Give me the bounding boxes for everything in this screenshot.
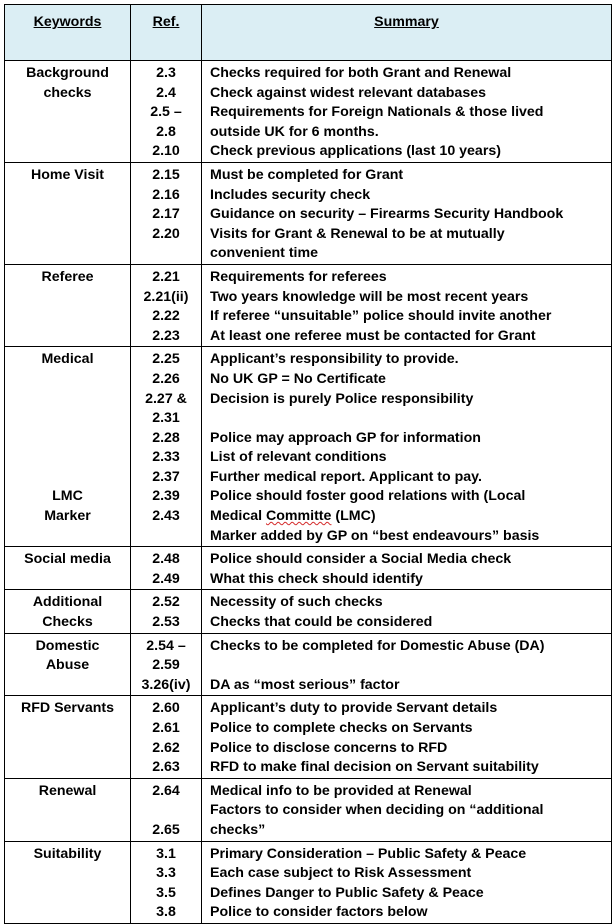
summary-cell: [202, 264, 612, 346]
table-row: [5, 590, 612, 633]
summary-line: List of relevant conditions: [210, 449, 387, 466]
summary-cell: [202, 633, 612, 696]
summary-line: Checks required for both Grant and Renewal: [210, 65, 512, 81]
ref-line: 2.16: [152, 186, 180, 203]
table-row: [5, 841, 612, 923]
ref-line: 2.25: [152, 351, 180, 368]
keyword-line: [5, 186, 130, 206]
ref-line: 2.27 &: [145, 390, 187, 407]
ref-line: 2.61: [152, 720, 180, 736]
ref-line: 2.54 –: [146, 637, 186, 654]
summary-line: At least one referee must be contacted for Grant: [210, 327, 536, 344]
summary-line: Police should consider a Social Media check: [210, 551, 512, 568]
summary-cell: [202, 841, 612, 923]
keyword-cell: [5, 162, 131, 264]
summary-line: Marker added by GP on “best endeavours” basis: [210, 527, 540, 544]
keyword-line: [5, 864, 130, 884]
ref-line: 3.1: [156, 845, 176, 862]
ref-cell: [131, 633, 202, 696]
summary-line: Must be completed for Grant: [210, 166, 404, 183]
ref-line: 2.39: [152, 488, 180, 505]
ref-line: 2.3: [156, 65, 176, 81]
table-row: [5, 264, 612, 346]
keyword-line: Home Visit: [30, 166, 105, 183]
ref-line: 2.60: [152, 700, 180, 717]
ref-cell: [131, 696, 202, 778]
keyword-line: [5, 758, 130, 778]
ref-line: 2.63: [152, 759, 180, 776]
summary-line: Check previous applications (last 10 years): [210, 143, 501, 160]
ref-line: 2.52: [152, 594, 180, 611]
keyword-line: [5, 903, 130, 923]
keyword-line: [5, 448, 130, 468]
summary-cell: [202, 590, 612, 633]
keyword-cell: [5, 61, 131, 163]
keyword-cell: [5, 547, 131, 590]
summary-line: Police should foster good relations with (Local: [210, 488, 526, 505]
ref-line: 2.65: [152, 821, 180, 838]
summary-line: Includes security check: [210, 186, 371, 203]
ref-line: 2.62: [152, 739, 180, 756]
ref-line: [131, 244, 201, 264]
summary-line: DA as “most serious” factor: [210, 676, 400, 693]
ref-cell: [131, 264, 202, 346]
keyword-line: [5, 370, 130, 390]
summary-line: Visits for Grant & Renewal to be at mutually: [210, 225, 505, 242]
summary-line: Checks that could be considered: [210, 614, 433, 631]
keyword-cell: [5, 347, 131, 547]
keyword-line: Referee: [41, 268, 94, 285]
ref-line: [131, 801, 201, 821]
summary-line: Requirements for referees: [210, 268, 387, 285]
keyword-line: Marker: [44, 508, 91, 525]
keyword-line: [5, 327, 130, 347]
summary-line: Further medical report. Applicant to pay.: [210, 468, 482, 485]
summary-line: Checks to be completed for Domestic Abuse (DA): [210, 637, 545, 654]
summary-line: Applicant’s responsibility to provide.: [210, 351, 459, 368]
keyword-line: [5, 821, 130, 841]
ref-line: 2.15: [152, 166, 180, 183]
keyword-line: Renewal: [38, 782, 97, 799]
summary-line: checks”: [210, 821, 266, 838]
ref-line: 2.37: [152, 468, 180, 485]
ref-cell: [131, 61, 202, 163]
keyword-line: Abuse: [45, 657, 90, 674]
summary-line: [210, 656, 611, 676]
table-row: [5, 696, 612, 778]
ref-line: 2.21(ii): [143, 288, 189, 305]
summary-line: Police to disclose concerns to RFD: [210, 739, 448, 756]
keyword-line: [5, 527, 130, 547]
ref-line: 2.5 –: [150, 104, 182, 121]
ref-line: 2.22: [152, 308, 180, 325]
table-row: [5, 347, 612, 547]
summary-line: What this check should identify: [210, 570, 423, 587]
ref-line: 3.3: [156, 865, 176, 882]
keyword-line: RFD Servants: [20, 700, 115, 717]
summary-line: outside UK for 6 months.: [210, 123, 379, 140]
ref-cell: [131, 347, 202, 547]
keyword-line: Medical: [41, 351, 94, 368]
ref-cell: [131, 841, 202, 923]
table-row: [5, 547, 612, 590]
keyword-line: [5, 142, 130, 162]
keyword-line: [5, 123, 130, 143]
keyword-line: LMC: [52, 488, 83, 505]
ref-line: 2.48: [152, 551, 180, 568]
summary-line: Police may approach GP for information: [210, 429, 481, 446]
keyword-line: [5, 801, 130, 821]
summary-line: Requirements for Foreign Nationals & those lived: [210, 104, 544, 121]
summary-line: RFD to make final decision on Servant suitability: [210, 759, 539, 776]
keyword-line: [5, 739, 130, 759]
keyword-cell: [5, 778, 131, 841]
ref-line: 3.26(iv): [141, 676, 191, 693]
keyword-line: checks: [43, 84, 92, 101]
ref-cell: [131, 778, 202, 841]
keyword-cell: [5, 841, 131, 923]
ref-line: 2.49: [152, 570, 180, 587]
summary-table: [4, 4, 612, 924]
ref-line: 3.5: [156, 884, 176, 901]
summary-line: [210, 409, 611, 429]
keyword-line: [5, 409, 130, 429]
ref-line: 2.10: [152, 143, 180, 160]
ref-cell: [131, 162, 202, 264]
keyword-line: [5, 390, 130, 410]
ref-line: 2.17: [152, 206, 180, 223]
keyword-cell: [5, 633, 131, 696]
keyword-cell: [5, 264, 131, 346]
keyword-cell: [5, 696, 131, 778]
keyword-line: [5, 225, 130, 245]
keyword-line: Background: [26, 65, 109, 81]
summary-line: Medical info to be provided at Renewal: [210, 782, 472, 799]
summary-line: Check against widest relevant databases: [210, 84, 486, 101]
summary-cell: [202, 162, 612, 264]
keyword-line: [5, 884, 130, 904]
header-keywords: Keywords: [5, 5, 131, 61]
summary-cell: [202, 778, 612, 841]
ref-line: 2.28: [152, 429, 180, 446]
summary-cell: [202, 61, 612, 163]
keyword-line: Checks: [42, 614, 93, 631]
keyword-line: Social media: [24, 551, 111, 568]
keyword-line: Domestic: [35, 637, 100, 654]
keyword-line: [5, 468, 130, 488]
table-row: [5, 633, 612, 696]
ref-line: 2.59: [152, 657, 180, 674]
summary-line: Primary Consideration – Public Safety & Peace: [210, 845, 527, 862]
summary-line: Medical Committe (LMC): [210, 508, 376, 525]
summary-line: Police to complete checks on Servants: [210, 720, 473, 736]
ref-line: 2.20: [152, 225, 180, 242]
keyword-line: [5, 570, 130, 590]
ref-line: 2.31: [152, 410, 180, 427]
table-row: [5, 778, 612, 841]
summary-line: Factors to consider when deciding on “additional: [210, 802, 544, 819]
ref-line: 2.64: [152, 782, 180, 799]
summary-line: convenient time: [210, 245, 319, 262]
keyword-line: Additional: [32, 594, 103, 611]
summary-line: Defines Danger to Public Safety & Peace: [210, 884, 484, 901]
ref-cell: [131, 590, 202, 633]
keyword-line: [5, 288, 130, 308]
keyword-line: [5, 719, 130, 739]
ref-cell: [131, 547, 202, 590]
summary-line: Police to consider factors below: [210, 904, 428, 921]
header-row: [5, 5, 612, 61]
summary-line: If referee “unsuitable” police should invite another: [210, 308, 552, 325]
ref-line: 2.43: [152, 508, 180, 525]
table-row: [5, 162, 612, 264]
keyword-line: [5, 244, 130, 264]
summary-line: Applicant’s duty to provide Servant details: [210, 700, 498, 717]
keyword-line: [5, 429, 130, 449]
table-row: [5, 61, 612, 163]
summary-line: Necessity of such checks: [210, 594, 383, 611]
ref-line: 2.53: [152, 614, 180, 631]
ref-line: [131, 527, 201, 547]
summary-line: Decision is purely Police responsibility: [210, 390, 474, 407]
keyword-line: [5, 103, 130, 123]
summary-line: Guidance on security – Firearms Security Handbook: [210, 206, 564, 223]
summary-cell: [202, 347, 612, 547]
keyword-line: Suitability: [33, 845, 102, 862]
keyword-line: [5, 676, 130, 696]
keyword-cell: [5, 590, 131, 633]
ref-line: 2.21: [152, 268, 180, 285]
summary-cell: [202, 696, 612, 778]
summary-line: Each case subject to Risk Assessment: [210, 865, 472, 882]
summary-line: Two years knowledge will be most recent years: [210, 288, 529, 305]
ref-line: 3.8: [156, 904, 176, 921]
ref-line: 2.4: [156, 84, 176, 101]
header-summary: Summary: [202, 5, 612, 61]
ref-line: 2.23: [152, 327, 180, 344]
keyword-line: [5, 307, 130, 327]
summary-line: No UK GP = No Certificate: [210, 370, 386, 387]
ref-line: 2.33: [152, 449, 180, 466]
header-ref: Ref.: [131, 5, 202, 61]
summary-cell: [202, 547, 612, 590]
ref-line: 2.8: [156, 123, 176, 140]
ref-line: 2.26: [152, 370, 180, 387]
keyword-line: [5, 205, 130, 225]
